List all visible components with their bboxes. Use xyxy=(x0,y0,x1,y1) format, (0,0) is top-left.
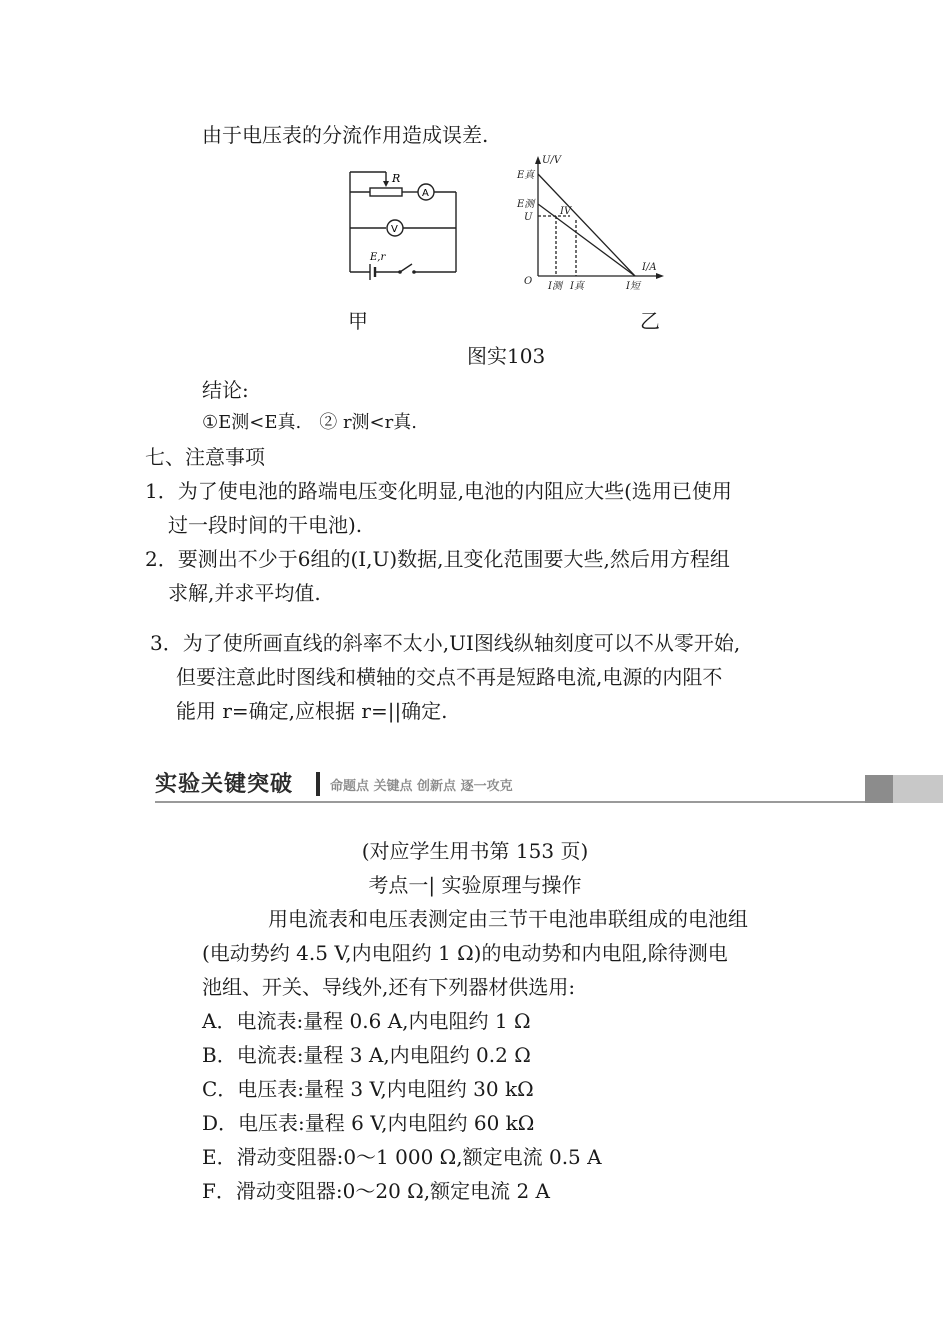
circuit-diagram xyxy=(340,160,470,285)
ui-graph xyxy=(510,150,670,295)
banner-subtitle: 命题点 关键点 创新点 逐一攻克 xyxy=(330,779,513,794)
voltmeter-label: V xyxy=(391,224,398,235)
graph-caption: 乙 xyxy=(640,309,660,333)
banner-block-dark xyxy=(865,775,893,803)
question-line: 用电流表和电压表测定由三节干电池串联组成的电池组 xyxy=(268,907,748,931)
note-line: 2．要测出不少于6组的(I,U)数据,且变化范围要大些,然后用方程组 xyxy=(145,547,730,571)
option-f: F．滑动变阻器:0～20 Ω,额定电流 2 A xyxy=(202,1179,550,1203)
option-a: A．电流表:量程 0.6 A,内电阻约 1 Ω xyxy=(202,1009,531,1033)
conclusion-label: 结论: xyxy=(202,378,249,402)
conclusion-text: ①E测<E真. ② r测<r真. xyxy=(202,412,417,433)
intro-line: 由于电压表的分流作用造成误差. xyxy=(202,123,489,147)
section-heading: 七、注意事项 xyxy=(145,445,265,469)
u-label: U xyxy=(524,212,533,223)
i-meas-label: I测 xyxy=(548,281,562,292)
note-line: 1．为了使电池的路端电压变化明显,电池的内阻应大些(选用已使用 xyxy=(145,479,732,503)
question-line: 池组、开关、导线外,还有下列器材供选用: xyxy=(202,975,576,999)
e-true-label: E真 xyxy=(517,170,535,181)
ammeter-label: A xyxy=(422,188,429,199)
e-meas-label: E测 xyxy=(517,199,535,210)
source-label: E,r xyxy=(370,252,386,263)
y-axis-label: U/V xyxy=(542,155,562,166)
i-short-label: I短 xyxy=(626,281,640,292)
option-d: D．电压表:量程 6 V,内电阻约 60 kΩ xyxy=(202,1111,535,1135)
banner-rule xyxy=(155,801,865,803)
option-b: B．电流表:量程 3 A,内电阻约 0.2 Ω xyxy=(202,1043,531,1067)
reference-line: (对应学生用书第 153 页) xyxy=(361,839,589,863)
option-c: C．电压表:量程 3 V,内电阻约 30 kΩ xyxy=(202,1077,534,1101)
resistor-label: R xyxy=(392,172,401,185)
note-line: 3．为了使所画直线的斜率不太小,UI图线纵轴刻度可以不从零开始, xyxy=(150,631,741,655)
banner-title: 实验关键突破 xyxy=(155,772,294,797)
i-true-label: I真 xyxy=(570,281,584,292)
question-line: (电动势约 4.5 V,内电阻约 1 Ω)的电动势和内电阻,除待测电 xyxy=(202,941,728,965)
note-line: 求解,并求平均值. xyxy=(168,581,321,605)
option-e: E．滑动变阻器:0～1 000 Ω,额定电流 0.5 A xyxy=(202,1145,602,1169)
circuit-caption: 甲 xyxy=(348,309,368,333)
iv-label: IV xyxy=(560,206,572,217)
note-line: 过一段时间的干电池). xyxy=(168,513,363,537)
note-line: 能用 r=确定,应根据 r=||确定. xyxy=(176,699,448,723)
origin-label: O xyxy=(524,276,533,287)
x-axis-label: I/A xyxy=(642,262,657,273)
figure-title: 图实103 xyxy=(467,344,546,368)
banner-divider xyxy=(316,772,320,796)
kaodian-heading: 考点一| 实验原理与操作 xyxy=(368,873,582,897)
banner-block-light xyxy=(893,775,943,803)
note-line: 但要注意此时图线和横轴的交点不再是短路电流,电源的内阻不 xyxy=(176,665,723,689)
